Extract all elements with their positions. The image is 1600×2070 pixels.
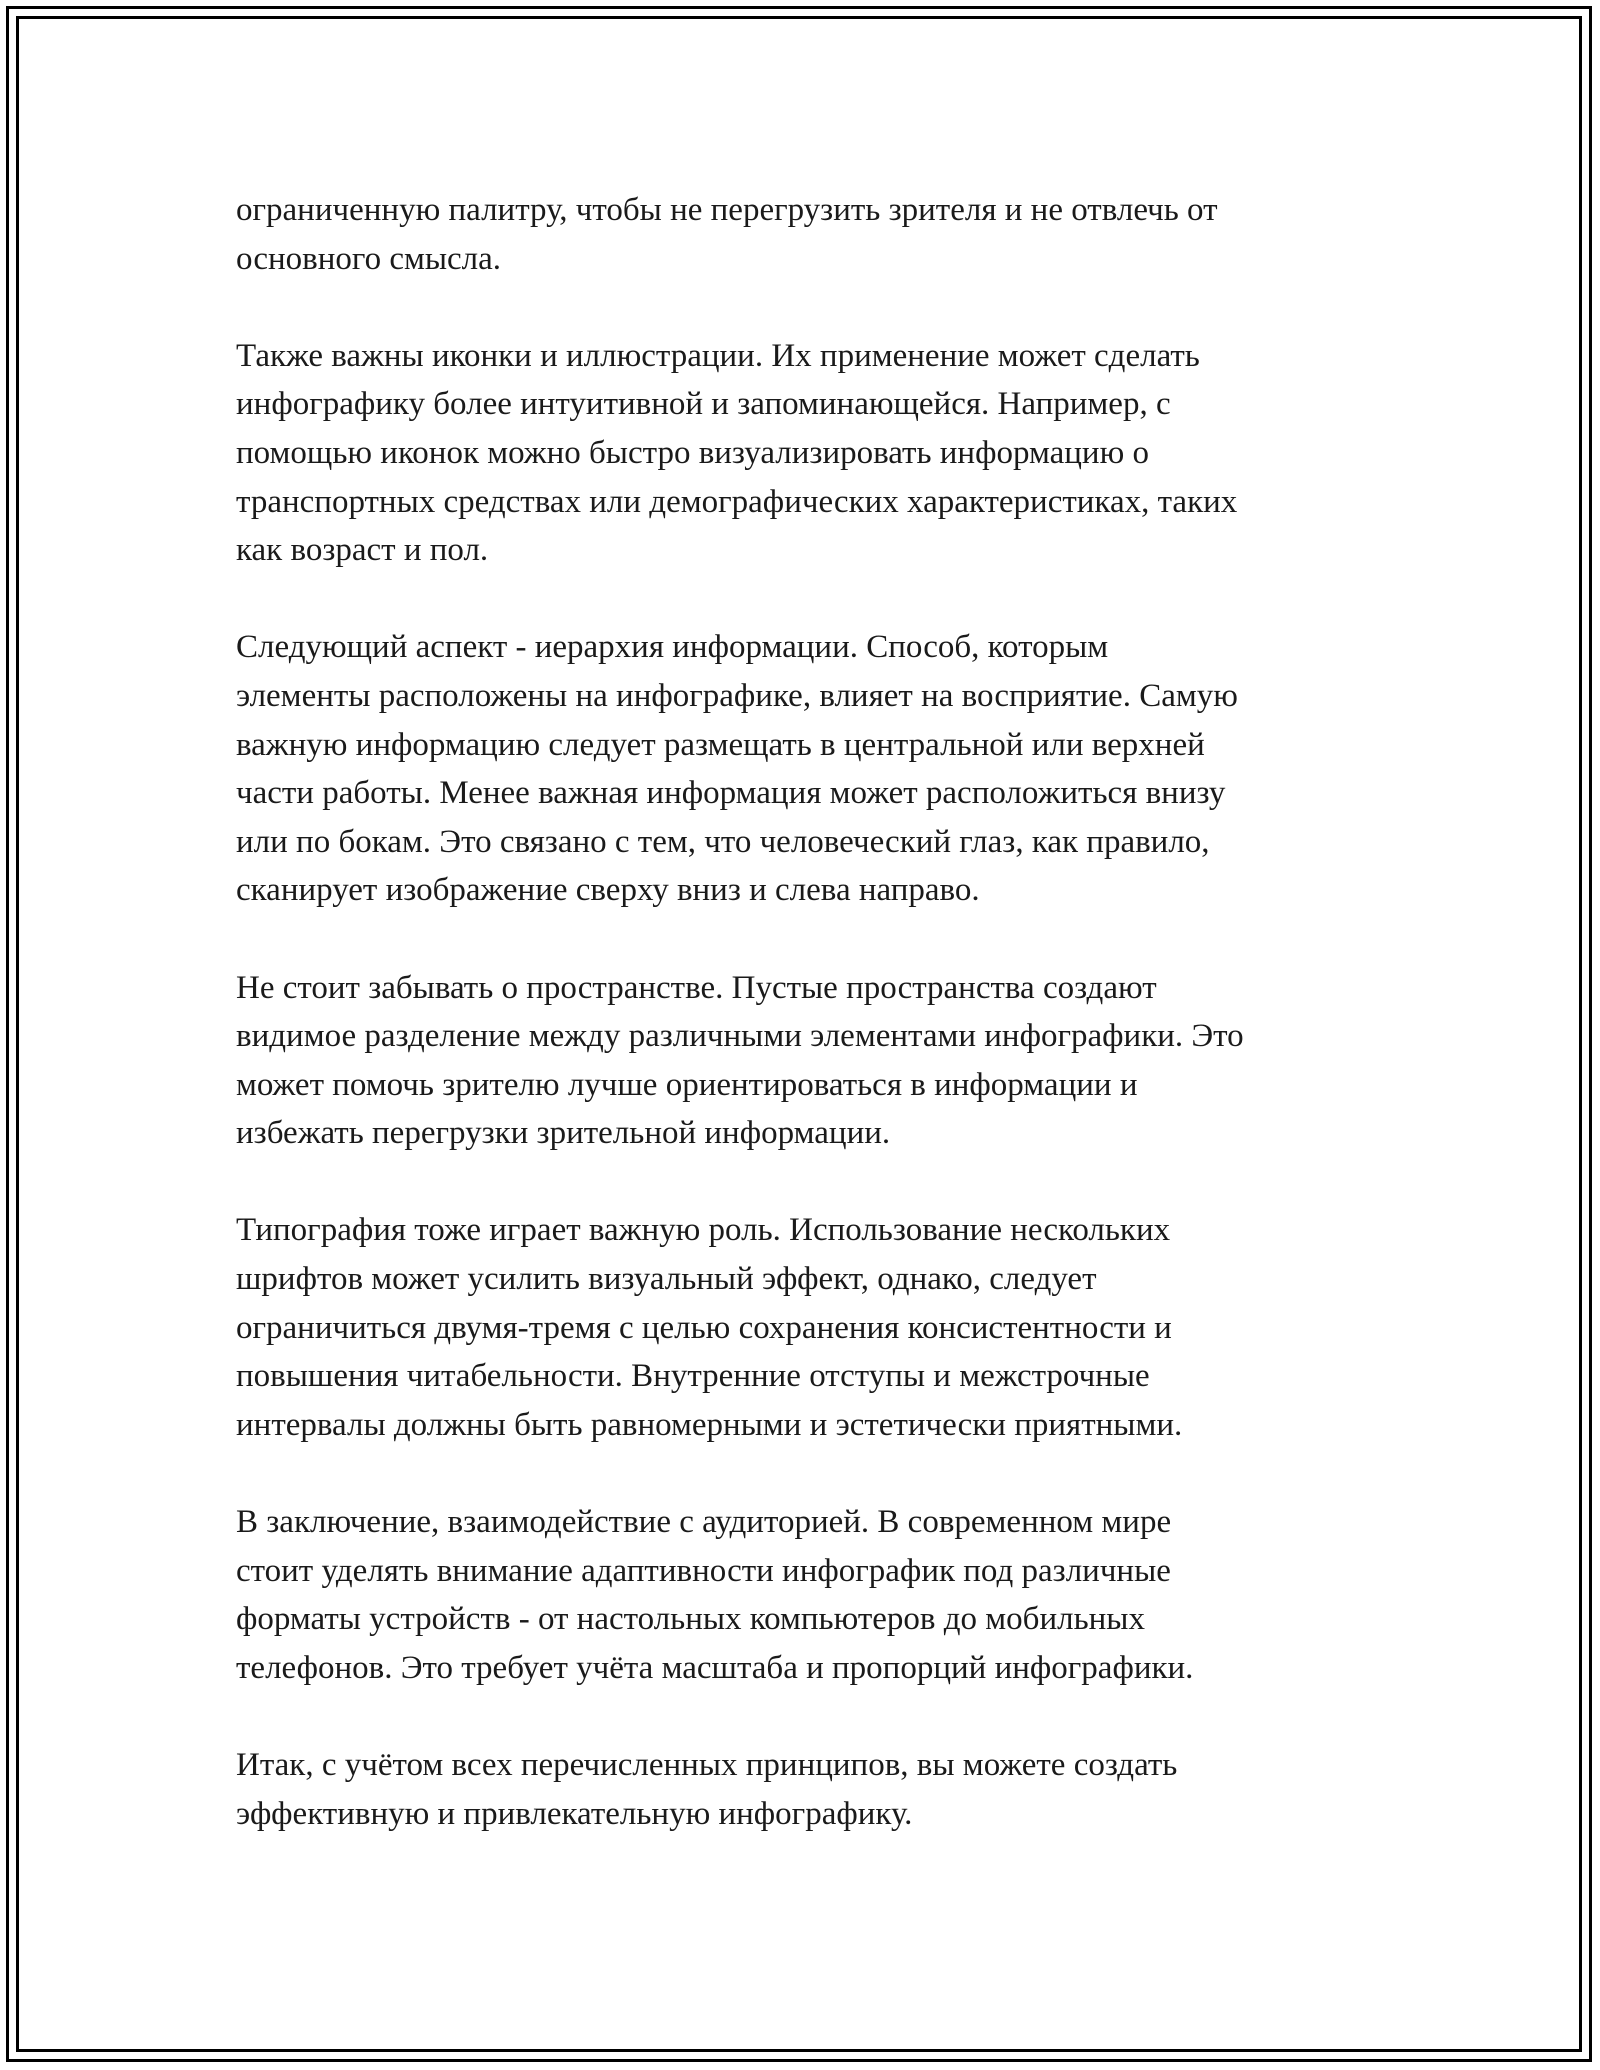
paragraph-audience: В заключение, взаимодействие с аудиторией. В современном мире стоит уделять внимание адаптивности инфографик под различные форматы устройств - от настольных компьютеров до мобильных телефонов. Это требует учёта масштаба и пропорций инфографики. <box>236 1504 1194 1686</box>
paragraph-icons: Также важны иконки и иллюстрации. Их применение может сделать инфографику более интуитивной и запоминающейся. Например, с помощью иконок можно быстро визуализировать информацию о транспортных средствах или демографических характеристиках, таких как возраст и пол. <box>236 337 1238 569</box>
paragraph-hierarchy: Следующий аспект - иерархия информации. Способ, которым элементы расположены на инфографике, влияет на восприятие. Самую важную информацию следует размещать в центральной или верхней части работы. Менее важная информация может расположиться внизу или по бокам. Это связано с тем, что человеческий глаз, как правило, сканирует изображение сверху вниз и слева направо. <box>236 629 1238 909</box>
paragraph-conclusion: Итак, с учётом всех перечисленных принципов, вы можете создать эффективную и привлекательную инфографику. <box>236 1747 1178 1832</box>
document-body <box>236 186 1386 1838</box>
paragraph-palette: ограниченную палитру, чтобы не перегрузить зрителя и не отвлечь от основного смысла. <box>236 192 1218 277</box>
paragraph-typography: Типография тоже играет важную роль. Использование нескольких шрифтов может усилить визуальный эффект, однако, следует ограничиться двумя-тремя с целью сохранения консистентности и повышения читабельности. Внутренние отступы и межстрочные интервалы должны быть равномерными и эстетически приятными. <box>236 1212 1183 1443</box>
paragraph-space: Не стоит забывать о пространстве. Пустые пространства создают видимое разделение между различными элементами инфографики. Это может помочь зрителю лучше ориентироваться в информации и избежать перегрузки зрительной информации. <box>236 969 1244 1152</box>
